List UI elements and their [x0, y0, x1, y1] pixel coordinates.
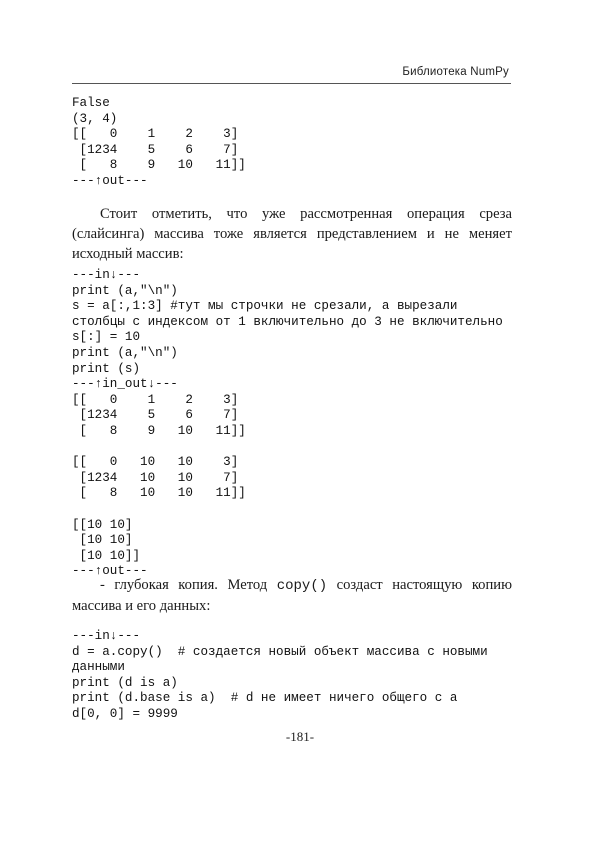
paragraph-deep-copy-text-start: - глубокая копия. Метод: [100, 577, 277, 593]
code-block-slice-example: ---in↓--- print (a,"\n") s = a[:,1:3] #тут мы строчки не срезали, а вырезали столбцы с индексом от 1 включительно до 3 не включительно s[:] = 10 print (a,"\n") print (s) ---↑in_out↓--- [[ 0 1 2 3] [1234 5 6 7] [ 8 9 10 11]] [[ 0 10 10 3] [1234 10 10 7] [ 8 10 10 11]] [[10 10] [10 10] [10 10]] ---↑out---: [72, 268, 503, 579]
running-header: Библиотека NumPy: [402, 66, 509, 78]
code-block-output-1: False (3, 4) [[ 0 1 2 3] [1234 5 6 7] [ 8 9 10 11]] ---↑out---: [72, 96, 246, 188]
paragraph-deep-copy: [72, 576, 512, 617]
code-block-copy-example: ---in↓--- d = a.copy() # создается новый объект массива с новыми данными print (d is a) print (d.base is a) # d не имеет ничего общего с a d[0, 0] = 9999: [72, 629, 488, 721]
page-number: -181-: [285, 729, 315, 744]
header-divider: [72, 83, 511, 84]
copy-method-name: copy(): [276, 578, 328, 594]
paragraph-deep-copy-text-end: создаст настоящую копию массива и его данных:: [72, 577, 513, 614]
paragraph-slice-view: Стоит отметить, что уже рассмотренная операция среза (слайсинга) массива тоже является представлением и не меняет исходный массив:: [72, 206, 512, 262]
